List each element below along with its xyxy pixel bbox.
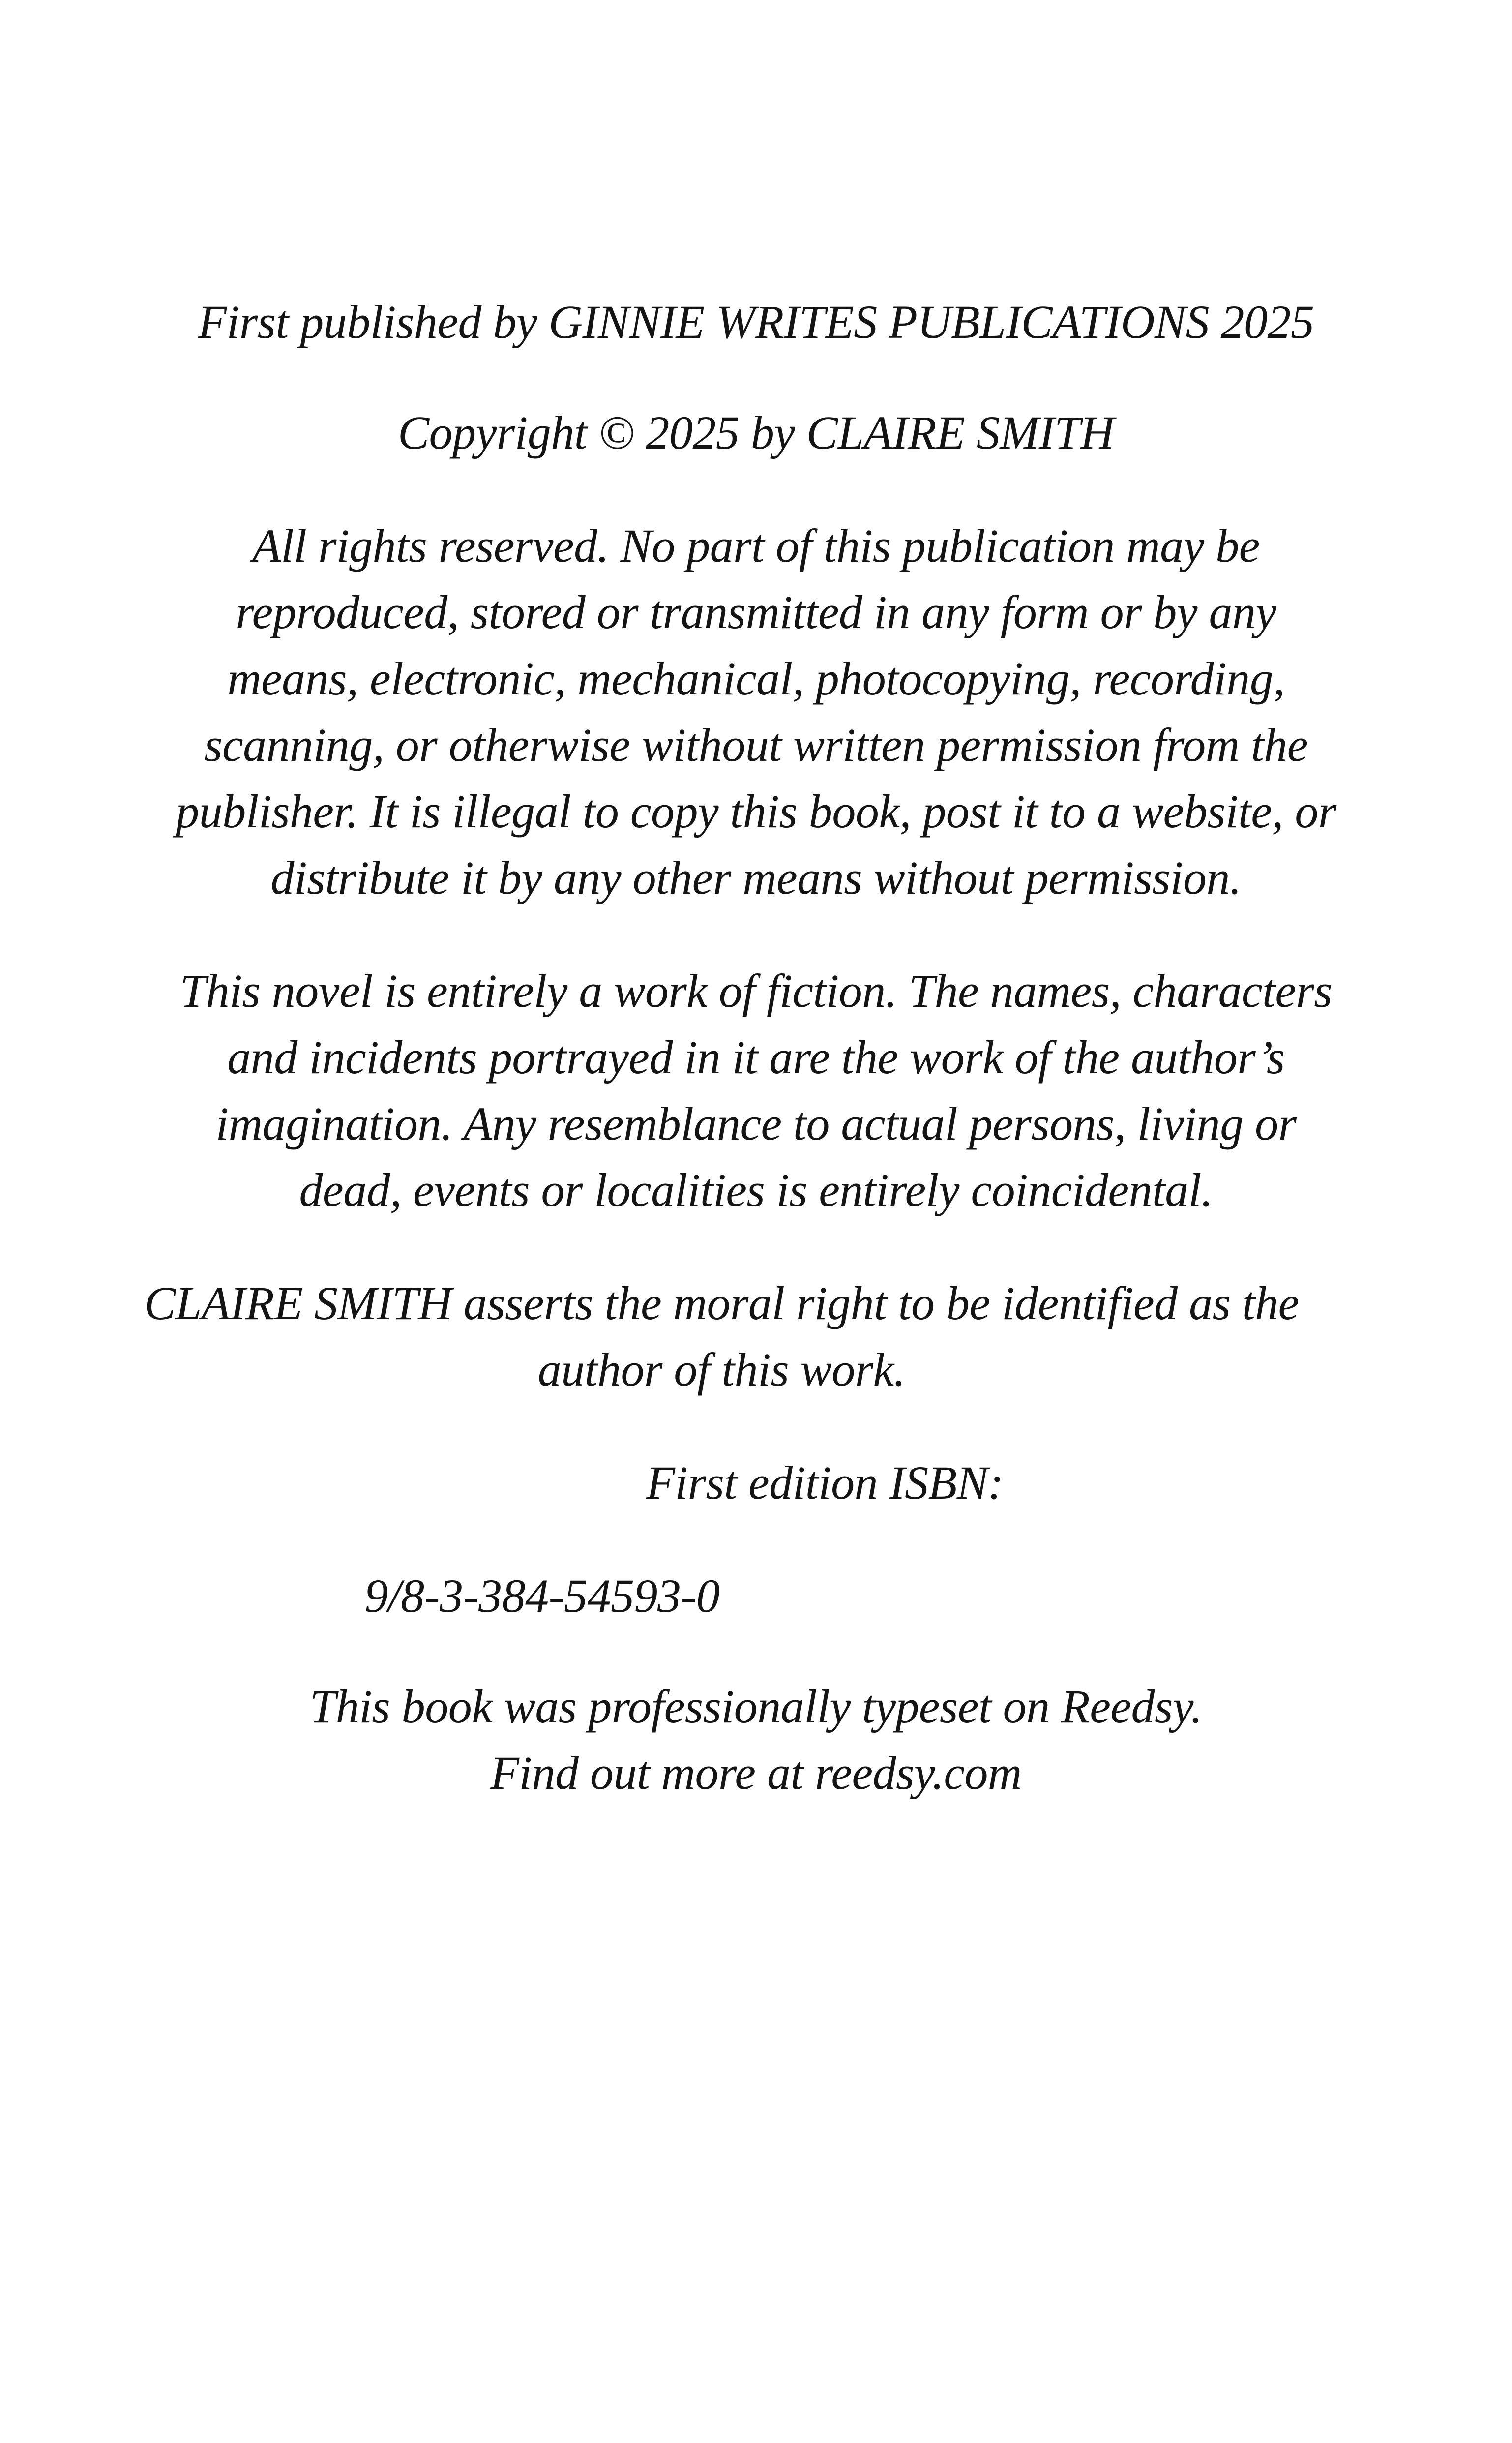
fiction-disclaimer-line: imagination. Any resemblance to actual persons, living or	[215, 1097, 1297, 1150]
rights-reserved-line: means, electronic, mechanical, photocopying, recording,	[227, 652, 1285, 705]
copyright-line: Copyright © 2025 by CLAIRE SMITH	[398, 406, 1114, 459]
first-published-line: First published by GINNIE WRITES PUBLICATIONS 2025	[198, 296, 1314, 348]
rights-reserved-line: reproduced, stored or transmitted in any form or by any	[236, 586, 1276, 638]
fiction-disclaimer-line: and incidents portrayed in it are the work of the author’s	[227, 1031, 1285, 1084]
rights-reserved-line: publisher. It is illegal to copy this book, post it to a website, or	[176, 785, 1336, 838]
moral-right-line: author of this work.	[537, 1343, 906, 1396]
typeset-note-line: This book was professionally typeset on Reedsy.	[309, 1680, 1203, 1733]
fiction-disclaimer-line: This novel is entirely a work of fiction. The names, characters	[179, 965, 1333, 1017]
isbn-value: 9/8-3-384-54593-0	[364, 1569, 720, 1622]
rights-reserved-line: scanning, or otherwise without written permission from the	[204, 719, 1308, 771]
moral-right-line: CLAIRE SMITH asserts the moral right to be identified as the	[144, 1277, 1299, 1329]
rights-reserved-line: distribute it by any other means without permission.	[270, 851, 1242, 904]
typeset-note-line: Find out more at reedsy.com	[490, 1747, 1022, 1799]
rights-reserved-line: All rights reserved. No part of this publication may be	[252, 519, 1260, 572]
isbn-label: First edition ISBN:	[646, 1456, 1004, 1509]
fiction-disclaimer-line: dead, events or localities is entirely coincidental.	[299, 1164, 1213, 1216]
